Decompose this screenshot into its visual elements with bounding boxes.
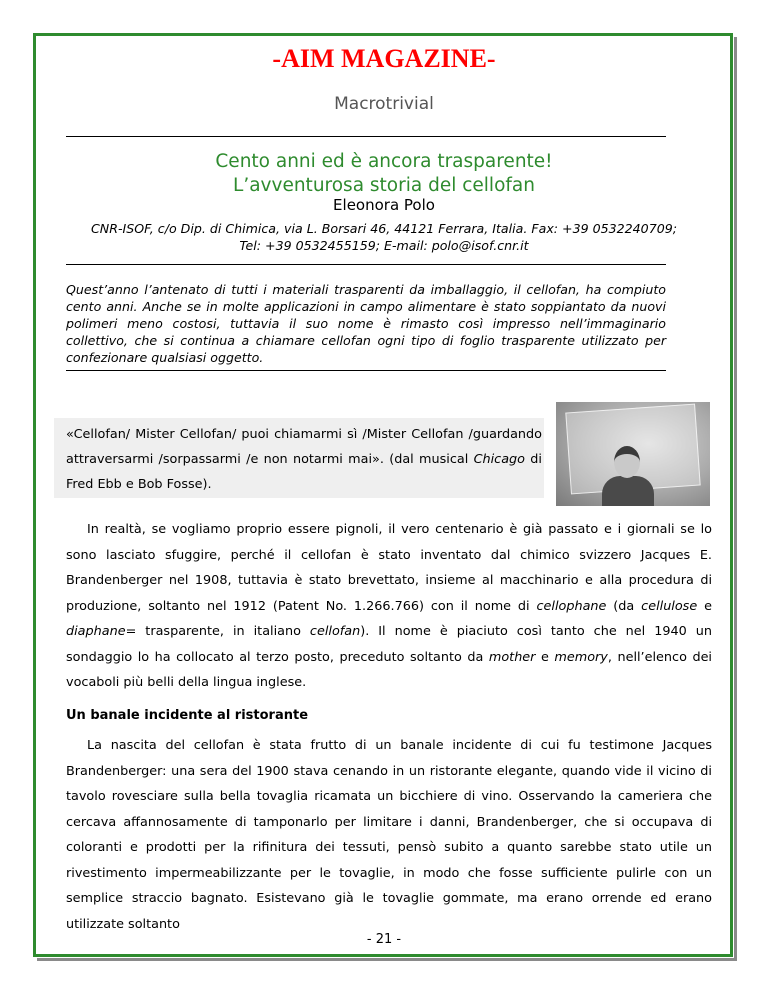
author-affiliation — [40, 220, 728, 254]
divider-abstract-bottom — [66, 370, 666, 371]
paragraph-2: La nascita del cellofan è stata frutto di un banale incidente di cui fu testimone Jacques Brandenberger: una sera del 1900 stava cenando in un ristorante elegante, quando vide il vicino di tavolo rovesciare sulla bella tovaglia ricamata un bicchiere di vino. Osservando la cameriera che cercava affannosamente di tamponarlo per limitare i danni, Brandenberger, che si occupava di coloranti e prodotti per la rifinitura dei tessuti, pensò subito a quanto sarebbe stato utile un rivestimento impermeabilizzante per le tovaglie, in modo che fosse sufficiente pulirle con un semplice straccio bagnato. Esistevano già le tovaglie gommate, ma erano orrende ed erano utilizzate soltanto — [66, 738, 712, 932]
quote-text: «Cellofan/ Mister Cellofan/ puoi chiamarmi sì /Mister Cellofan /guardando attraversarmi /sorpassarmi /e non notarmi mai». (dal musical — [66, 427, 542, 467]
article-title-line2: L’avventurosa storia del cellofan — [233, 175, 535, 196]
page-number: - 21 - — [366, 932, 402, 947]
divider-abstract-top — [66, 264, 666, 265]
para1-text-d: = trasparente, in italiano — [125, 624, 310, 639]
magazine-title: -AIM MAGAZINE- — [272, 44, 496, 73]
para1-text-g: , nell’elenco dei vocaboli più belli della lingua inglese. — [66, 649, 712, 690]
divider-top — [66, 136, 666, 137]
epigraph-quote — [66, 422, 542, 497]
article-title-line1: Cento anni ed è ancora trasparente! — [215, 151, 553, 172]
section-heading: Un banale incidente al ristorante — [66, 708, 309, 723]
para1-italic-diaphane: diaphane — [66, 624, 126, 639]
para1-text-f: e — [535, 649, 555, 665]
para1-italic-cellophane: cellophane — [536, 598, 607, 614]
para1-text-a: In realtà, se vogliamo proprio essere pignoli, il vero centenario è già passato e i giornali se lo sono lasciato sfuggire, perché il cellofan è stato inventato dal chimico svizzero Jacques E. Brandenberger nel 1908, tuttavia è stato brevettato, insieme al macchinario e alla procedura di produzione, soltanto nel 1912 (Patent No. 1.266.766) con il nome di — [66, 522, 712, 614]
paragraph-1 — [66, 517, 712, 696]
affiliation-line1: CNR-ISOF, c/o Dip. di Chimica, via L. Borsari 46, 44121 Ferrara, Italia. Fax: +39 0532240709; — [91, 221, 677, 236]
para1-text-b: (da — [606, 598, 642, 614]
affiliation-line2: Tel: +39 0532455159; E-mail: polo@isof.cnr.it — [239, 238, 529, 253]
para1-italic-memory: memory — [554, 649, 608, 665]
photo-woman-body — [602, 476, 654, 506]
para1-italic-cellulose: cellulose — [641, 598, 698, 614]
section-name: Macrotrivial — [334, 94, 434, 114]
quote-credit: di Fred Ebb e Bob Fosse). — [66, 452, 542, 492]
para1-text-e: ). Il nome è piaciuto così tanto che nel 1940 un sondaggio lo ha collocato al terzo posto, preceduto soltanto da — [66, 624, 712, 665]
article-author: Eleonora Polo — [333, 196, 435, 214]
quote-musical-title: Chicago — [473, 452, 525, 467]
article-abstract: Quest’anno l’antenato di tutti i materiali trasparenti da imballaggio, il cellofan, ha compiuto cento anni. Anche se in molte applicazioni in campo alimentare è stato soppiantato da nuovi polimeri meno costosi, tuttavia il suo nome è rimasto così impresso nell’immaginario collettivo, che si continua a chiamare cellofan ogni tipo di foglio trasparente utilizzato per confezionare qualsiasi oggetto. — [66, 282, 666, 365]
cellophane-photo — [556, 402, 710, 506]
para1-italic-mother: mother — [488, 649, 536, 665]
para1-italic-cellofan: cellofan — [309, 624, 361, 639]
photo-woman-face — [614, 446, 640, 478]
para1-text-c: e — [697, 598, 712, 614]
article-title — [0, 150, 768, 198]
